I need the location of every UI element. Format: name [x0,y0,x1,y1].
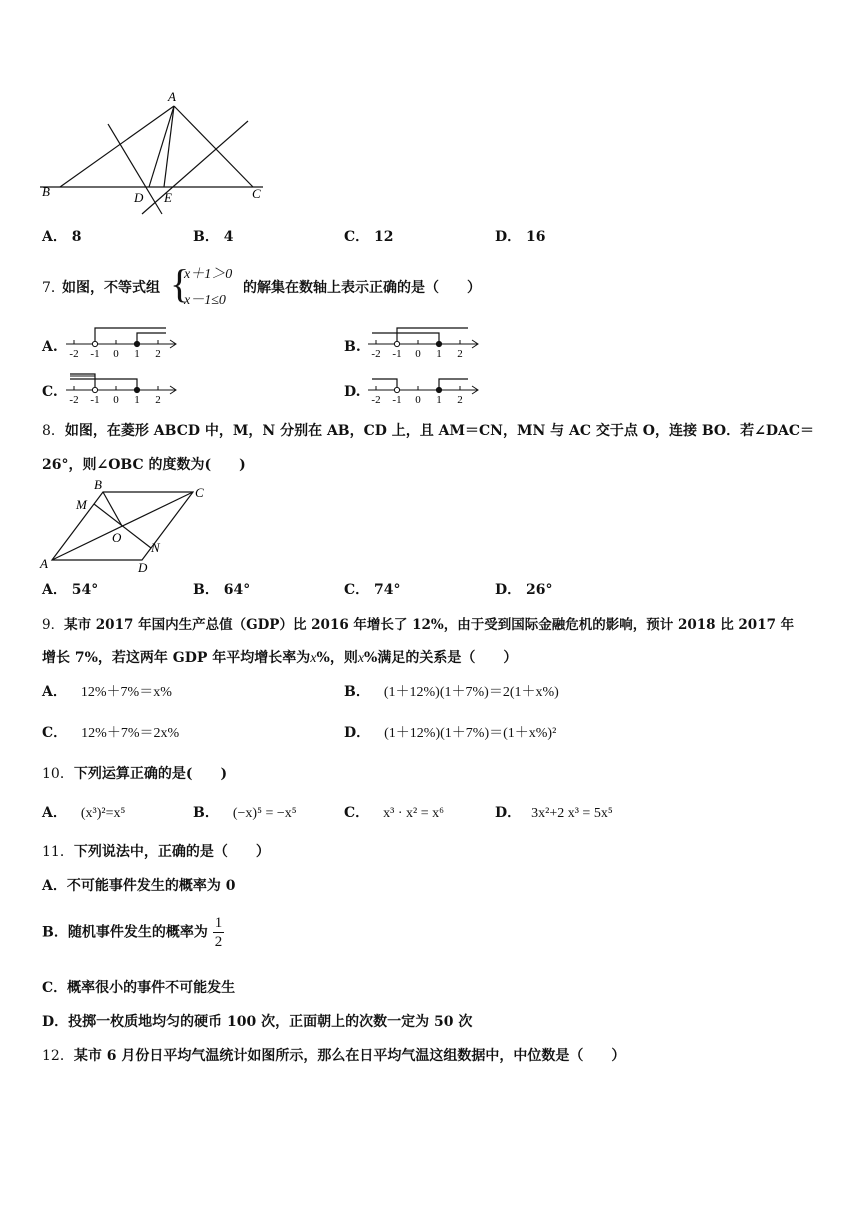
number-line-b [366,324,486,360]
label-C: C [252,186,261,201]
q7-option-c-key: C. [42,384,58,400]
label-D: D [138,560,148,574]
number-line-c-tick-label: -1 [90,394,100,406]
q9-line2: 增长 7%，若这两年 GDP 年平均增长率为x%，则x%满足的关系是（ ） [42,650,518,666]
number-line-b-tick-label: 2 [457,348,463,360]
q9-line1: 9．某市 2017 年国内生产总值（GDP）比 2016 年增长了 12%，由于受到国际金融危机的影响，预计 2018 比 2017 年 [42,617,795,633]
q7-ineq2: x－1≤0 [184,293,226,308]
number-line-c-tick-label: 0 [113,394,119,406]
number-line-b-tick-label: -2 [371,348,381,360]
number-line-a [64,324,184,360]
number-line-b-ray [372,333,439,344]
q7-option-b-key: B. [344,339,361,355]
q7-number: 7． [42,280,65,296]
label-A: A [40,556,48,571]
number-line-a-open-point [92,341,97,346]
number-line-a-tick-label: -2 [69,348,79,360]
q11-option-d: D．投掷一枚质地均匀的硬币 100 次，正面朝上的次数一定为 50 次 [42,1014,473,1030]
number-line-d-tick-label: 1 [436,394,442,406]
q9-option-c: C． 12%＋7%＝2x% [42,725,180,741]
label-B: B [42,184,50,199]
number-line-a-tick-label: 0 [113,348,119,360]
number-line-d [366,370,486,406]
q11-option-b: B．随机事件发生的概率为 $\frac{1}{2}$ [42,915,223,950]
q6-option-b: B． 4 [193,229,234,245]
number-line-a-tick-label: 2 [155,348,161,360]
q6-option-d: D． 16 [495,229,546,245]
number-line-a-ray [137,333,166,344]
label-N: N [151,540,160,555]
number-line-c [64,370,184,406]
number-line-d-ray [439,379,468,390]
number-line-c-tick-label: 2 [155,394,161,406]
q7-stem-before: 如图，不等式组 [62,280,160,296]
q10-option-d: D． 3x²+2 x³ = 5x⁵ [495,805,613,821]
q7-stem-after: 的解集在数轴上表示正确的是（ ） [243,280,481,296]
number-line-a-ray [95,328,166,344]
q11-option-c: C．概率很小的事件不可能发生 [42,980,236,996]
label-A: A [168,89,176,104]
q9-option-d: D． (1＋12%)(1＋7%)＝(1＋x%)² [344,725,557,741]
label-D: D [134,190,144,205]
number-line-b-closed-point [436,341,441,346]
q9-option-a: A． 12%＋7%＝x% [42,684,172,700]
number-line-b-open-point [394,341,399,346]
number-line-d-tick-label: 2 [457,394,463,406]
q8-option-a: A． 54° [42,582,99,598]
number-line-d-tick-label: -1 [392,394,402,406]
label-M: M [76,497,87,512]
number-line-c-closed-point [134,387,139,392]
q7-option-d-key: D. [344,384,361,400]
label-O: O [112,530,122,545]
q11-stem: 11．下列说法中，正确的是（ ） [42,844,270,860]
number-line-d-tick-label: 0 [415,394,421,406]
number-line-c-ray [70,379,137,390]
q8-line2: 26°，则∠OBC 的度数为( ) [42,457,246,473]
q7-brace: { [170,261,190,306]
q7-option-a-key: A. [42,339,58,355]
number-line-b-tick-label: -1 [392,348,402,360]
number-line-d-closed-point [436,387,441,392]
q10-option-a: A． (x³)²=x⁵ [42,805,126,821]
q8-line1: 8．如图，在菱形 ABCD 中，M，N 分别在 AB，CD 上，且 AM＝CN，MN 与 AC 交于点 O，连接 BO．若∠DAC＝ [42,423,815,439]
label-E: E [164,190,172,205]
number-line-a-tick-label: 1 [134,348,140,360]
q12-stem: 12．某市 6 月份日平均气温统计如图所示，那么在日平均气温这组数据中，中位数是（ ） [42,1048,626,1064]
number-line-c-tick-label: -2 [69,394,79,406]
number-line-d-tick-label: -2 [371,394,381,406]
number-line-d-open-point [394,387,399,392]
label-B: B [94,478,102,492]
q8-option-c: C． 74° [344,582,401,598]
number-line-a-tick-label: -1 [90,348,100,360]
q6-option-c: C． 12 [344,229,394,245]
q10-option-b: B． (−x)⁵ = −x⁵ [193,805,297,821]
triangle-figure [38,88,268,218]
label-C: C [195,485,204,500]
number-line-b-tick-label: 1 [436,348,442,360]
number-line-b-tick-label: 0 [415,348,421,360]
q8-option-d: D． 26° [495,582,553,598]
fraction-one-half: $\frac{1}{2}$ [214,915,223,950]
number-line-b-ray [397,328,468,344]
number-line-c-open-point [92,387,97,392]
number-line-c-tick-label: 1 [134,394,140,406]
number-line-a-closed-point [134,341,139,346]
q10-stem: 10．下列运算正确的是( ) [42,766,228,782]
q11-option-a: A．不可能事件发生的概率为 0 [42,878,236,894]
q9-option-b: B． (1＋12%)(1＋7%)＝2(1＋x%) [344,684,559,700]
q8-option-b: B． 64° [193,582,251,598]
q6-option-a: A． 8 [42,229,82,245]
rhombus-figure [38,478,218,574]
q7-ineq1: x＋1＞0 [184,267,233,282]
q10-option-c: C． x³ · x² = x⁶ [344,805,444,821]
